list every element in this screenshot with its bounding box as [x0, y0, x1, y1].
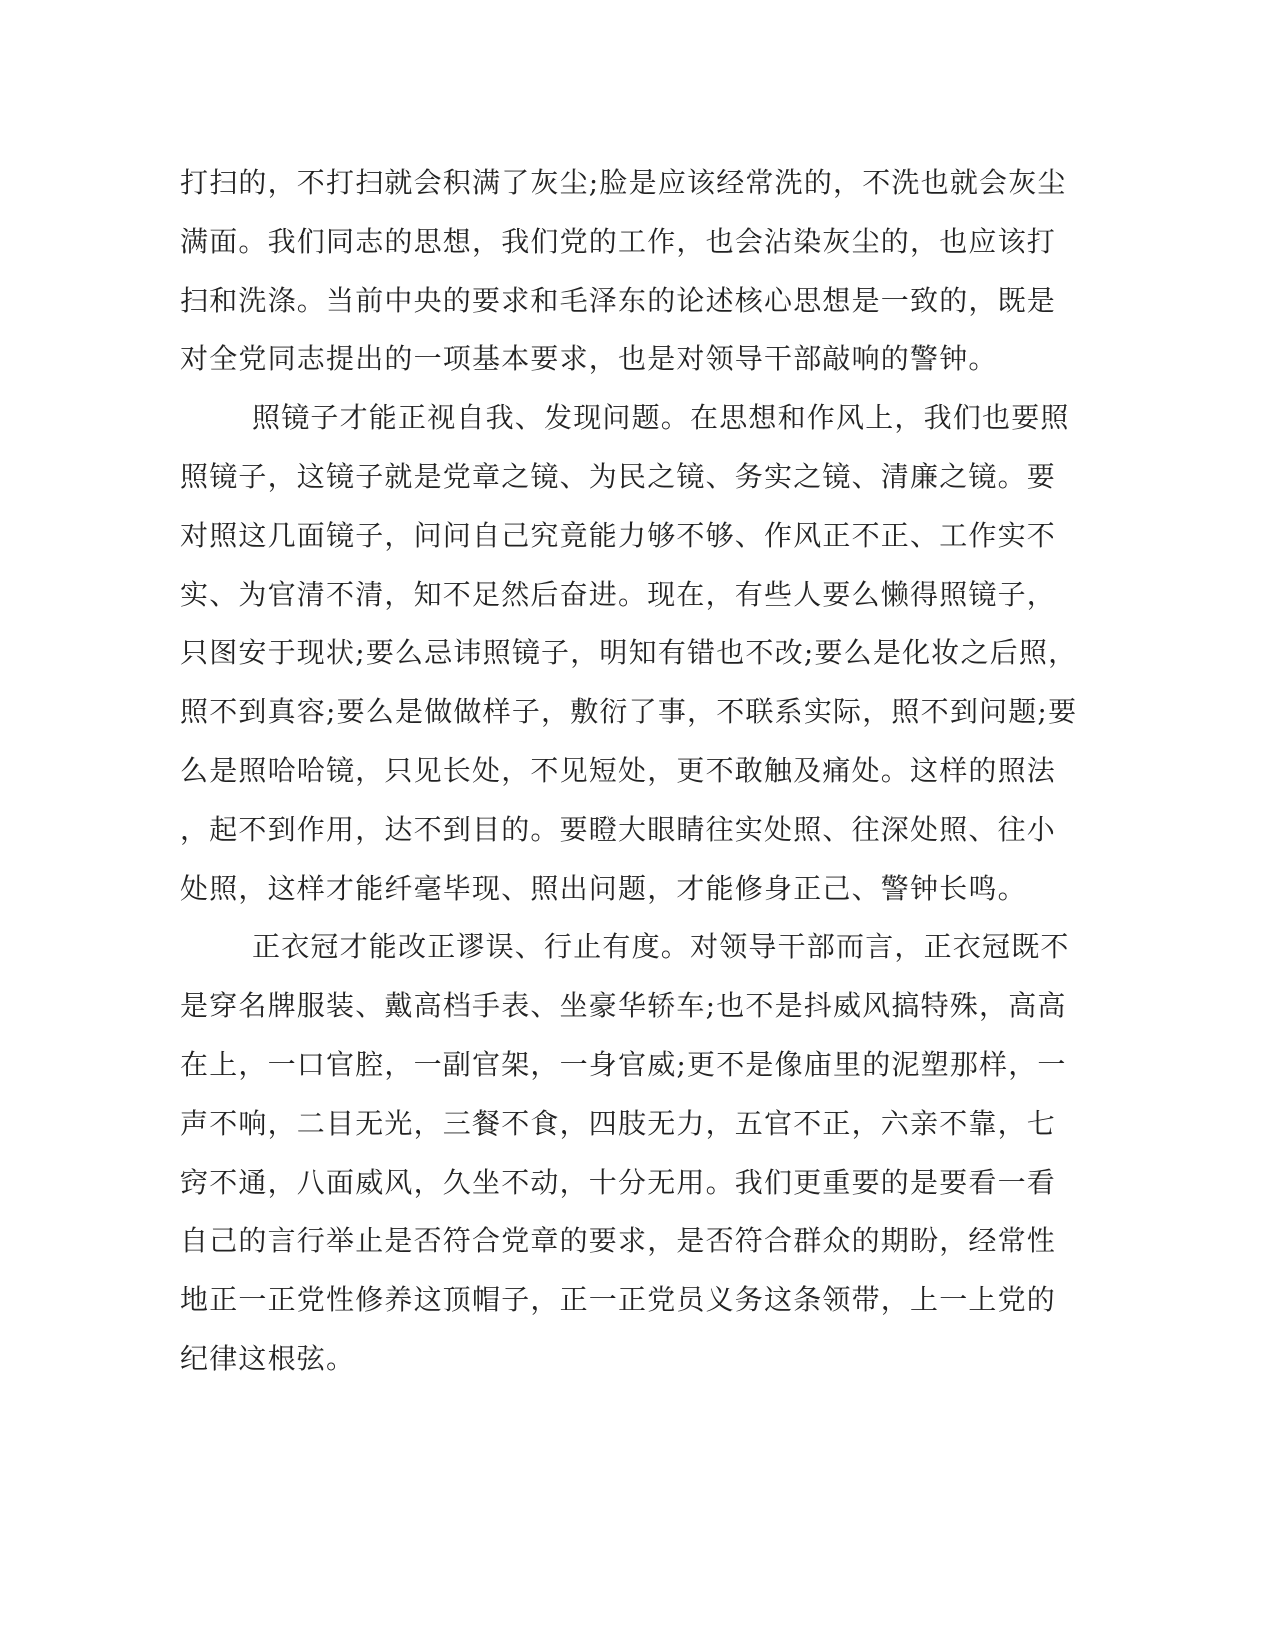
text-line: 自己的言行举止是否符合党章的要求，是否符合群众的期盼，经常性 — [180, 1224, 1057, 1258]
text-line: 扫和洗涤。当前中央的要求和毛泽东的论述核心思想是一致的，既是 — [180, 283, 1057, 317]
text-line: 实、为官清不清，知不足然后奋进。现在，有些人要么懒得照镜子， — [180, 577, 1057, 611]
paragraph-3 — [180, 922, 1070, 1392]
text-line: 照镜子才能正视自我、发现问题。在思想和作风上，我们也要照 — [252, 401, 1070, 435]
paragraph-1 — [180, 158, 1067, 393]
text-line: 照镜子，这镜子就是党章之镜、为民之镜、务实之镜、清廉之镜。要 — [180, 459, 1057, 493]
text-line: 只图安于现状;要么忌讳照镜子，明知有错也不改;要么是化妆之后照， — [180, 636, 1078, 670]
text-line: 对照这几面镜子，问问自己究竟能力够不够、作风正不正、工作实不 — [180, 518, 1057, 552]
text-line: 纪律这根弦。 — [180, 1341, 356, 1375]
text-line: 处照，这样才能纤毫毕现、照出问题，才能修身正己、警钟长鸣。 — [180, 871, 1027, 905]
text-line: ，起不到作用，达不到目的。要瞪大眼睛往实处照、往深处照、往小 — [180, 812, 1057, 846]
text-line: 打扫的，不打扫就会积满了灰尘;脸是应该经常洗的，不洗也就会灰尘 — [180, 166, 1067, 199]
paragraph-2 — [180, 393, 1078, 922]
text-line: 声不响，二目无光，三餐不食，四肢无力，五官不正，六亲不靠，七 — [180, 1106, 1057, 1140]
text-line: 么是照哈哈镜，只见长处，不见短处，更不敢触及痛处。这样的照法 — [180, 753, 1057, 787]
text-line: 在上，一口官腔，一副官架，一身官威;更不是像庙里的泥塑那样，一 — [180, 1047, 1067, 1081]
text-line: 对全党同志提出的一项基本要求，也是对领导干部敲响的警钟。 — [180, 342, 998, 376]
text-line: 是穿名牌服装、戴高档手表、坐豪华轿车;也不是抖威风搞特殊，高高 — [180, 989, 1067, 1023]
text-line: 正衣冠才能改正谬误、行止有度。对领导干部而言，正衣冠既不 — [252, 930, 1070, 964]
text-line: 满面。我们同志的思想，我们党的工作，也会沾染灰尘的，也应该打 — [180, 224, 1057, 258]
document-body — [180, 158, 1078, 1393]
text-line: 照不到真容;要么是做做样子，敷衍了事，不联系实际，照不到问题;要 — [180, 695, 1078, 729]
text-line: 地正一正党性修养这顶帽子，正一正党员义务这条领带，上一上党的 — [180, 1283, 1057, 1317]
text-line: 窍不通，八面威风，久坐不动，十分无用。我们更重要的是要看一看 — [180, 1165, 1057, 1199]
